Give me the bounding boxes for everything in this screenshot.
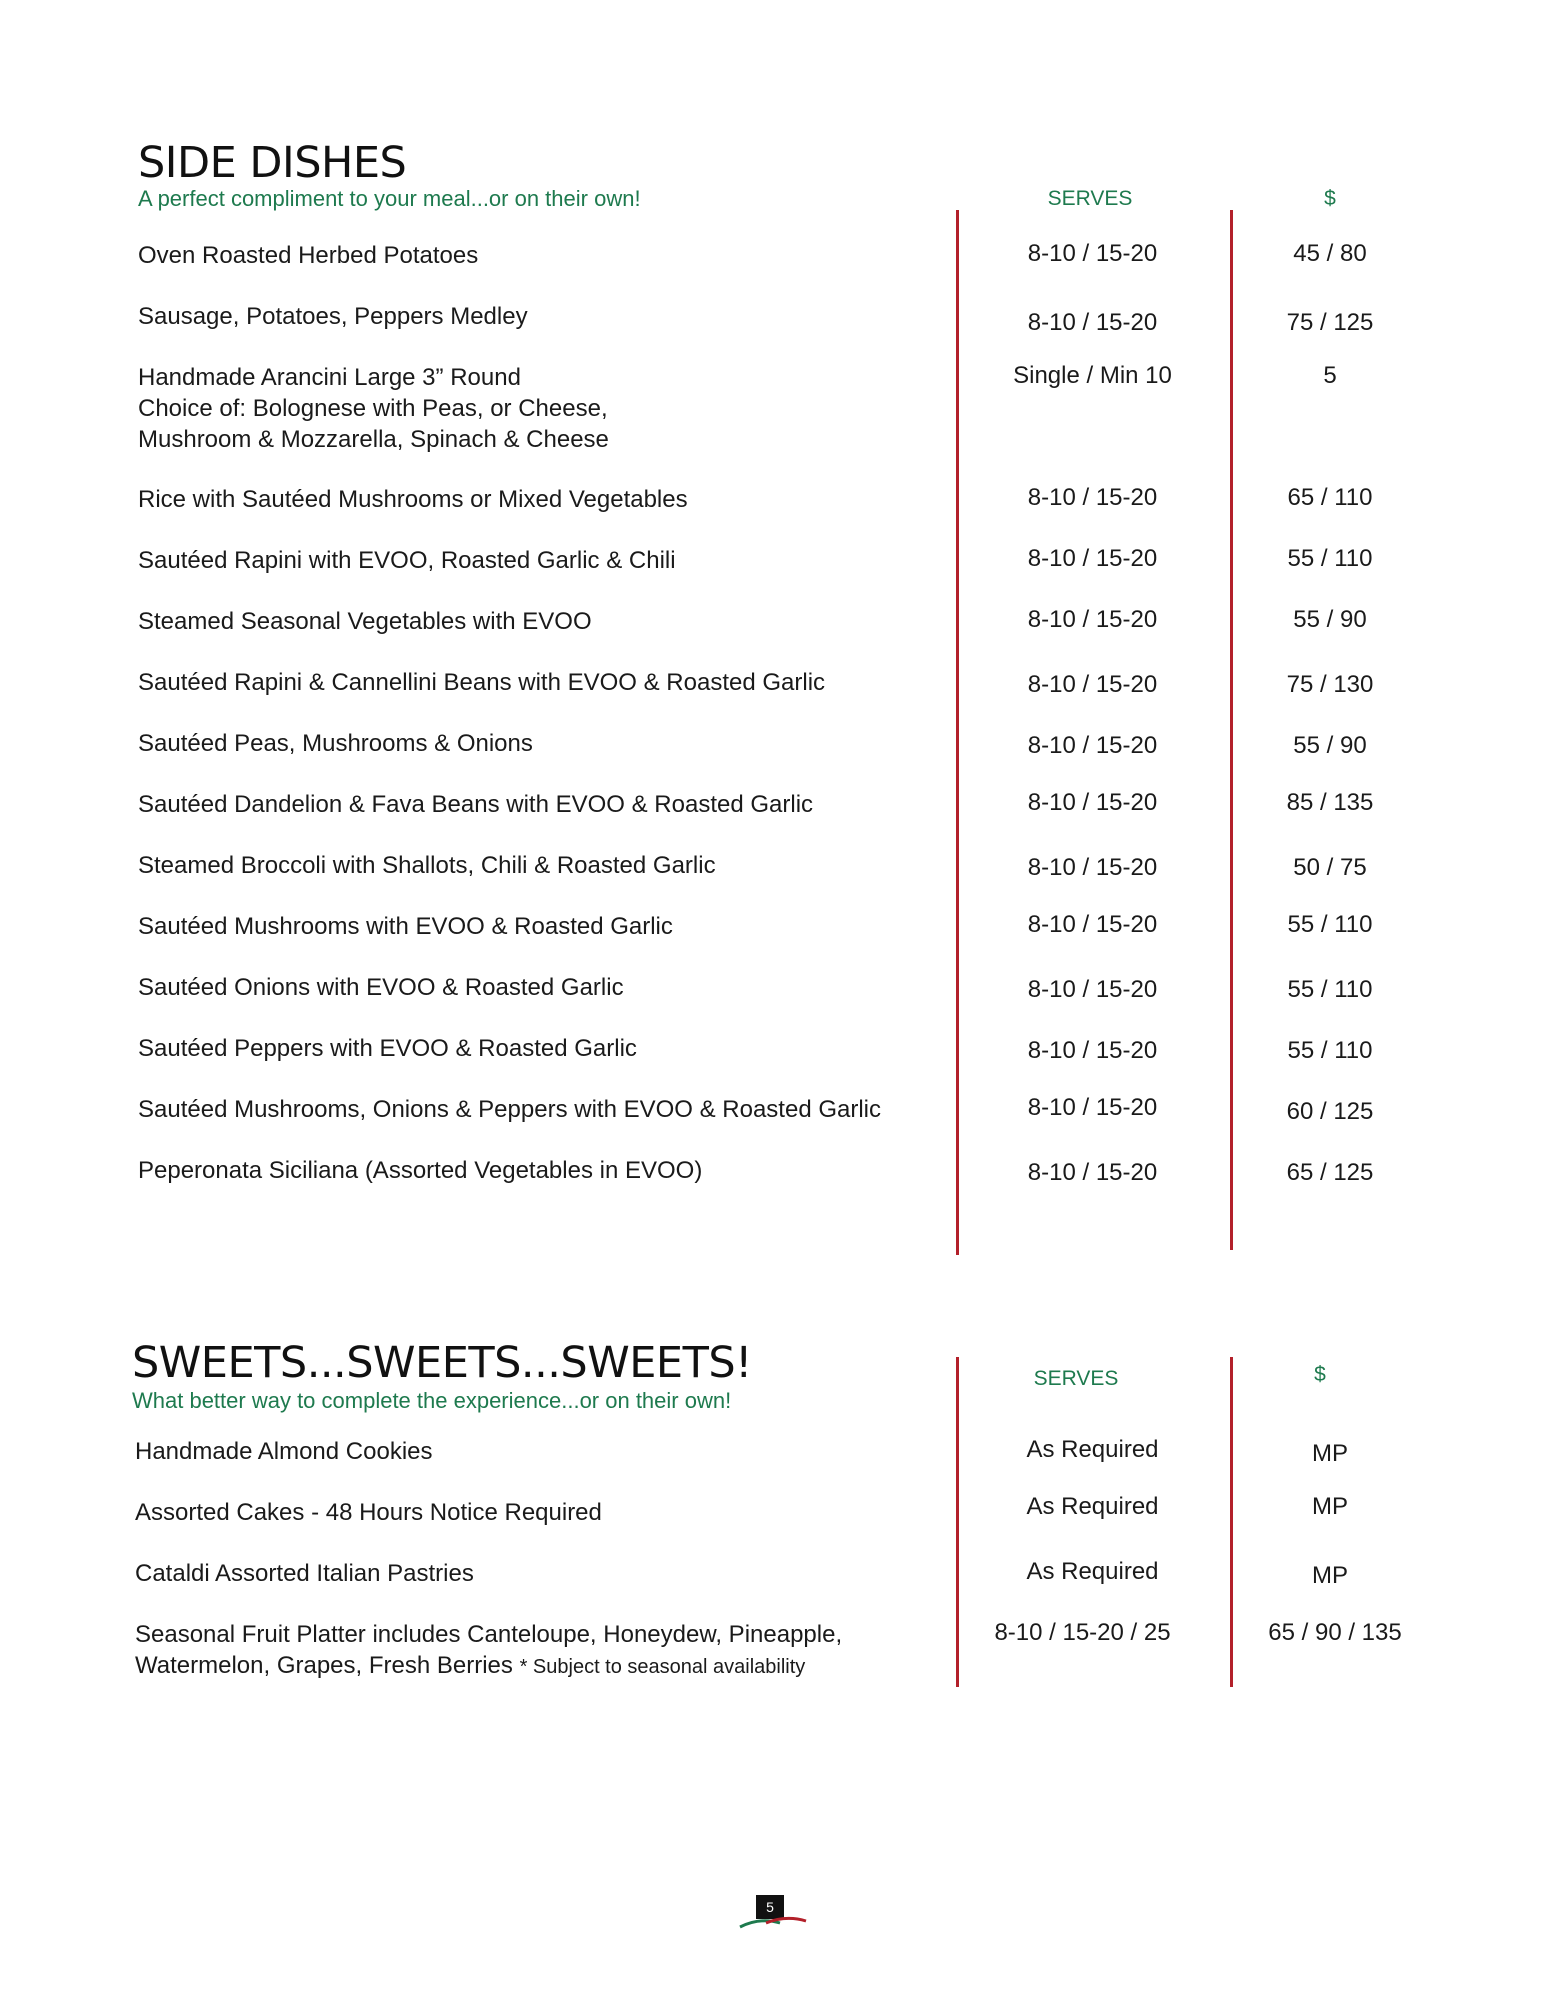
- item-price: 5: [1323, 362, 1337, 389]
- serves-column-header: SERVES: [1033, 1367, 1119, 1390]
- item-name: Sautéed Peppers with EVOO & Roasted Garlic: [138, 1035, 637, 1062]
- item-name: Sautéed Mushrooms, Onions & Peppers with EVOO & Roasted Garlic: [138, 1096, 882, 1123]
- item-name: Steamed Seasonal Vegetables with EVOO: [138, 608, 592, 635]
- item-serves: 8-10 / 15-20: [1027, 309, 1158, 336]
- item-price: MP: [1312, 1562, 1348, 1589]
- item-serves: 8-10 / 15-20: [1027, 732, 1158, 759]
- availability-note: * Subject to seasonal availability: [519, 1656, 806, 1678]
- item-serves: 8-10 / 15-20: [1027, 1037, 1158, 1064]
- item-name-line: Seasonal Fruit Platter includes Canteloupe, Honeydew, Pineapple,: [135, 1621, 843, 1648]
- item-name: Sautéed Rapini & Cannellini Beans with EVOO & Roasted Garlic: [138, 669, 826, 696]
- item-serves: 8-10 / 15-20: [1027, 976, 1158, 1003]
- item-serves: 8-10 / 15-20: [1027, 1094, 1158, 1121]
- item-description-line: Choice of: Bolognese with Peas, or Cheese,: [138, 395, 608, 422]
- item-serves: As Required: [1026, 1493, 1159, 1520]
- item-description-line: [135, 1650, 935, 1683]
- item-serves: 8-10 / 15-20: [1027, 545, 1158, 572]
- item-price: 60 / 125: [1286, 1098, 1374, 1125]
- item-name: [135, 1619, 935, 1683]
- item-price: 65 / 90 / 135: [1268, 1619, 1402, 1646]
- side-dishes-subtitle: A perfect compliment to your meal...or on their own!: [138, 186, 641, 211]
- item-price: 55 / 110: [1287, 1037, 1373, 1064]
- item-serves: 8-10 / 15-20: [1027, 911, 1158, 938]
- item-serves: 8-10 / 15-20: [1027, 484, 1158, 511]
- sweets-title: SWEETS...SWEETS...SWEETS!: [132, 1338, 752, 1388]
- item-serves: 8-10 / 15-20: [1027, 1159, 1158, 1186]
- item-serves: As Required: [1026, 1558, 1159, 1585]
- item-price: 55 / 110: [1287, 545, 1373, 572]
- item-name: Steamed Broccoli with Shallots, Chili & Roasted Garlic: [138, 852, 716, 879]
- item-name: Oven Roasted Herbed Potatoes: [138, 242, 479, 269]
- item-serves: 8-10 / 15-20: [1027, 854, 1158, 881]
- item-name: Sautéed Rapini with EVOO, Roasted Garlic & Chili: [138, 547, 676, 574]
- side-dishes-title: SIDE DISHES: [138, 138, 407, 188]
- item-price: 65 / 125: [1286, 1159, 1374, 1186]
- price-column-header: $: [1324, 187, 1336, 210]
- item-name: Peperonata Siciliana (Assorted Vegetables in EVOO): [138, 1157, 703, 1184]
- column-divider: [956, 210, 959, 1255]
- item-name: [138, 362, 918, 455]
- item-price: 50 / 75: [1293, 854, 1367, 881]
- sweets-subtitle: What better way to complete the experience...or on their own!: [132, 1388, 732, 1413]
- item-name: Sausage, Potatoes, Peppers Medley: [138, 303, 528, 330]
- item-price: MP: [1312, 1440, 1348, 1467]
- item-serves: 8-10 / 15-20 / 25: [994, 1619, 1171, 1646]
- item-name-line: Handmade Arancini Large 3” Round: [138, 364, 521, 391]
- item-name: Rice with Sautéed Mushrooms or Mixed Vegetables: [138, 486, 688, 513]
- item-description-text: Watermelon, Grapes, Fresh Berries: [135, 1652, 513, 1679]
- item-price: 55 / 90: [1293, 732, 1367, 759]
- page-footer: [738, 1895, 808, 1931]
- item-name: Sautéed Peas, Mushrooms & Onions: [138, 730, 533, 757]
- column-divider: [956, 1357, 959, 1687]
- item-serves: Single / Min 10: [1013, 362, 1172, 389]
- item-name: Cataldi Assorted Italian Pastries: [135, 1560, 474, 1587]
- price-column-header: $: [1314, 1363, 1326, 1386]
- item-serves: 8-10 / 15-20: [1027, 789, 1158, 816]
- item-name: Assorted Cakes - 48 Hours Notice Required: [135, 1499, 602, 1526]
- item-price: 45 / 80: [1293, 240, 1367, 267]
- item-serves: 8-10 / 15-20: [1027, 606, 1158, 633]
- item-price: 75 / 130: [1286, 671, 1374, 698]
- item-price: 55 / 110: [1287, 911, 1373, 938]
- item-price: 55 / 110: [1287, 976, 1373, 1003]
- item-price: 75 / 125: [1286, 309, 1374, 336]
- item-serves: As Required: [1026, 1436, 1159, 1463]
- item-name: Sautéed Dandelion & Fava Beans with EVOO & Roasted Garlic: [138, 791, 814, 818]
- item-price: MP: [1312, 1493, 1348, 1520]
- column-divider: [1230, 1357, 1233, 1687]
- item-name: Sautéed Onions with EVOO & Roasted Garlic: [138, 974, 624, 1001]
- item-serves: 8-10 / 15-20: [1027, 671, 1158, 698]
- item-description-line: Mushroom & Mozzarella, Spinach & Cheese: [138, 426, 609, 453]
- flag-swoosh-icon: [738, 1895, 808, 1931]
- page-number: 5: [756, 1895, 784, 1919]
- item-price: 65 / 110: [1287, 484, 1373, 511]
- serves-column-header: SERVES: [1047, 187, 1133, 210]
- item-price: 55 / 90: [1293, 606, 1367, 633]
- item-name: Sautéed Mushrooms with EVOO & Roasted Garlic: [138, 913, 673, 940]
- item-name: Handmade Almond Cookies: [135, 1438, 433, 1465]
- item-price: 85 / 135: [1286, 789, 1374, 816]
- item-serves: 8-10 / 15-20: [1027, 240, 1158, 267]
